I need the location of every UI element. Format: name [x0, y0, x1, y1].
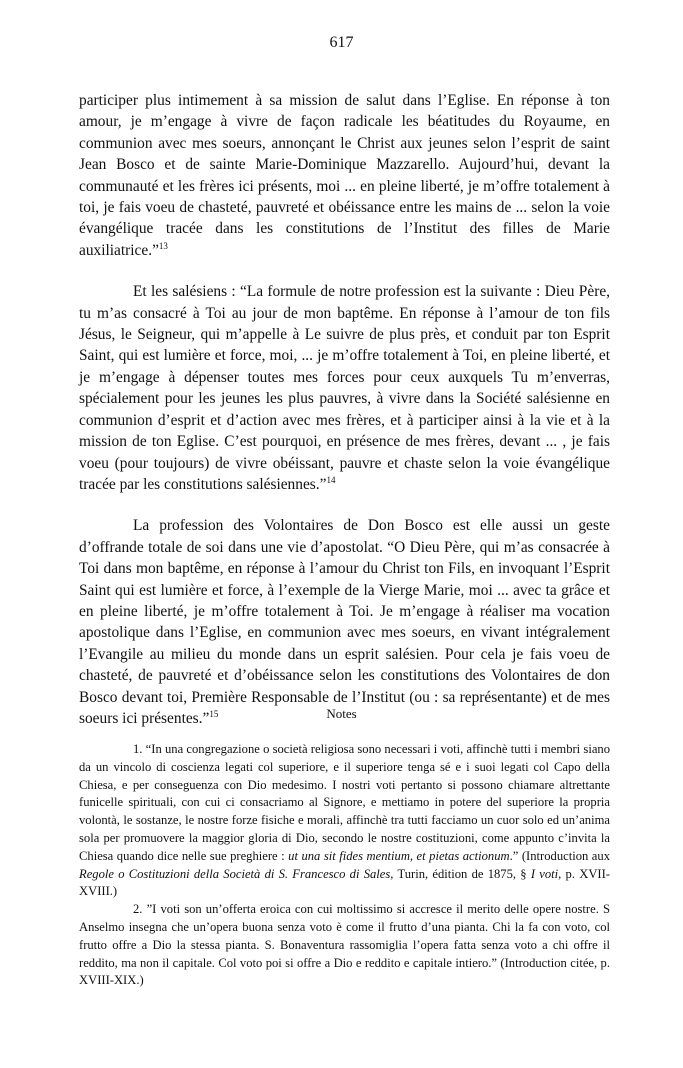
note-section-title: I voti [530, 866, 559, 881]
note-text: , Turin, édition de 1875, § [390, 866, 531, 881]
paragraph-3 [79, 515, 610, 729]
paragraph-1 [79, 90, 610, 261]
note-1 [79, 741, 610, 901]
note-latin-quote: ut una sit fides mentium, et pietas actionum [288, 848, 510, 863]
note-text: 1. “In una congregazione o società religiosa sono necessari i voti, affinchè tutti i membri siano da un vincolo di coscienza legati col superiore, e il superiore tenga sé e i suoi legati col Capo della Chiesa, e per conseguenza con Dio medesimo. I nostri voti pertanto si possono chiamare altrettante funicelle spirituali, con cui ci consacriamo al Signore, e mettiamo in potere del superiore la propria volontà, le sostanze, le nostre forze fisiche e morali, affinchè tra tutti facciamo un cuor solo ed un’anima sola per promuovere la maggior gloria di Dio, secondo le nostre costituzioni, come appunto c’invita la Chiesa quando dice nelle sue preghiere : [79, 742, 610, 863]
notes-heading: Notes [326, 706, 357, 721]
note-2 [79, 901, 610, 990]
paragraph-text: participer plus intimement à sa mission de salut dans l’Eglise. En réponse à ton amour, je m’engage à vivre de façon radicale les béatitudes du Royaume, en communion avec mes soeurs, annonçant le Christ aux jeunes selon l’esprit de saint Jean Bosco et de sainte Marie-Dominique Mazzarello. Aujourd’hui, devant la communauté et les frères ici présents, moi ... en pleine liberté, je m’offre totalement à toi, je fais voeu de chasteté, pauvreté et obéissance entre les mains de ... selon la voie évangélique tracée dans les constitutions de l’Institut des filles de Marie auxiliatrice.” [79, 92, 610, 259]
footnote-ref: 15 [209, 708, 219, 719]
main-text [79, 90, 610, 749]
paragraph-2 [79, 281, 610, 495]
paragraph-text: La profession des Volontaires de Don Bosco est elle aussi un geste d’offrande totale de soi dans une vie d’apostolat. “O Dieu Père, qui m’as consacrée à Toi dans mon baptême, en réponse à l’amour du Christ ton Fils, en invoquant l’Esprit Saint qui est lumière et force, à l’exemple de la Vierge Marie, moi ... avec ta grâce et en pleine liberté, je m’offre totalement à Toi. Je m’engage à réaliser ma vocation apostolique dans l’Eglise, en communion avec mes soeurs, en vivant intégralement l’Evangile au milieu du monde dans un esprit salésien. Pour cela je fais voeu de chasteté, de pauvreté et d’obéissance selon les constitutions des Volontaires de don Bosco devant toi, Première Responsable de l’Institut (ou : sa représentante) et de mes soeurs ici présentes.” [79, 517, 610, 727]
note-book-title: Regole o Costituzioni della Società di S. Francesco di Sales [79, 866, 391, 881]
notes-section [79, 741, 610, 990]
footnote-ref: 13 [158, 240, 168, 251]
note-text: .” (Introduction aux [509, 848, 610, 863]
page-number: 617 [329, 34, 354, 51]
paragraph-text: Et les salésiens : “La formule de notre profession est la suivante : Dieu Père, tu m’as consacré à Toi au jour de mon baptême. En réponse à l’amour de ton fils Jésus, le Seigneur, qui m’appelle à Le suivre de plus près, et conduit par ton Esprit Saint, qui est lumière et force, moi, ... je m’offre totalement à Toi, en pleine liberté, et je m’engage à dépenser toutes mes forces pour ceux auxquels Tu m’enverras, spécialement pour les jeunes les plus pauvres, à vivre dans la Société salésienne en communion d’esprit et d’action avec mes frères, et à participer ainsi à la vie et à la mission de ton Eglise. C’est pourquoi, en présence de mes frères, devant ... , je fais voeu (pour toujours) de vivre obéissant, pauvre et chaste selon la voie évangélique tracée par les constitutions salésiennes.” [79, 283, 610, 493]
note-text: 2. ”I voti son un’offerta eroica con cui moltissimo si accresce il merito delle opere nostre. S Anselmo insegna che un’opera buona senza voto è come il frutto d’una pianta. Chi la fa con voto, col frutto offre a Dio la stessa pianta. S. Bonaventura rassomiglia l’opera fatta senza voto a chi offre il reddito, ma non il capitale. Col voto poi si offre a Dio e reddito e capitale intiero.” (Introduction citée, p. XVIII-XIX.) [79, 902, 610, 988]
note-text: , p. XVII-XVIII.) [79, 866, 610, 899]
footnote-ref: 14 [326, 474, 336, 485]
